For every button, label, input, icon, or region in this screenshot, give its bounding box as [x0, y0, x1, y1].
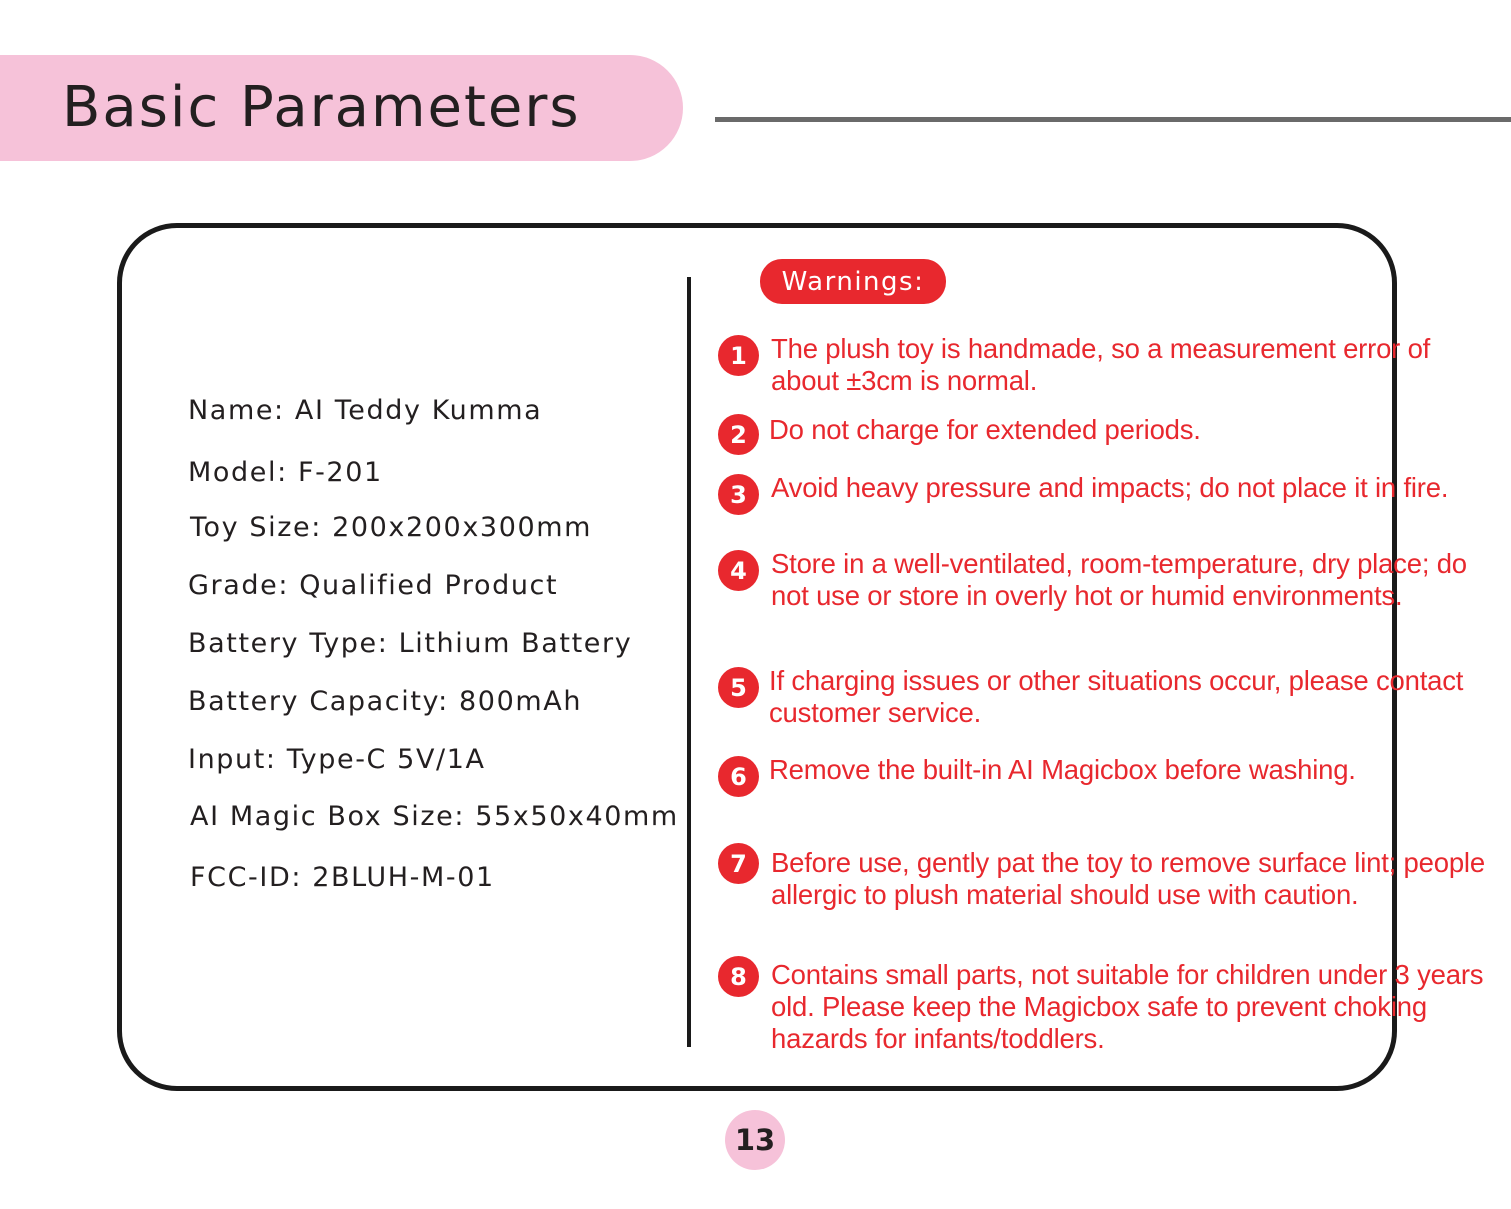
header-rule	[715, 117, 1511, 122]
warning-number: 5	[718, 667, 759, 708]
warning-text: Before use, gently pat the toy to remove surface lint; people allergic to plush material should use with caution.	[771, 847, 1485, 910]
param-input: Input: Type-C 5V/1A	[188, 744, 486, 775]
page-title: Basic Parameters	[62, 75, 581, 140]
param-grade: Grade: Qualified Product	[188, 570, 559, 601]
warning-number: 3	[718, 474, 759, 515]
param-fcc-id: FCC-ID: 2BLUH-M-01	[190, 862, 495, 893]
warning-number: 1	[718, 335, 759, 376]
param-magic-box-size: AI Magic Box Size: 55x50x40mm	[190, 801, 679, 832]
warning-text: Store in a well-ventilated, room-temperature, dry place; do not use or store in overly hot or humid environments.	[771, 548, 1467, 611]
warning-text: Avoid heavy pressure and impacts; do not place it in fire.	[771, 472, 1449, 503]
warning-number: 2	[718, 414, 759, 455]
warning-text: Remove the built-in AI Magicbox before washing.	[769, 754, 1356, 785]
warning-text: If charging issues or other situations occur, please contact customer service.	[769, 665, 1464, 728]
page-number: 13	[725, 1110, 785, 1170]
warning-text: Do not charge for extended periods.	[769, 414, 1201, 445]
warning-text: The plush toy is handmade, so a measurement error of about ±3cm is normal.	[771, 333, 1431, 396]
param-model: Model: F-201	[188, 457, 383, 488]
card-divider	[687, 277, 691, 1047]
param-battery-capacity: Battery Capacity: 800mAh	[188, 686, 583, 717]
warnings-badge: Warnings:	[760, 259, 946, 304]
warning-number: 7	[718, 843, 759, 884]
param-toy-size: Toy Size: 200x200x300mm	[190, 512, 593, 543]
warning-number: 8	[718, 956, 759, 997]
warning-text: Contains small parts, not suitable for children under 3 years old. Please keep the Magicbox safe to prevent choking hazards for infants/toddlers.	[771, 959, 1484, 1054]
warning-number: 6	[718, 756, 759, 797]
warning-number: 4	[718, 550, 759, 591]
param-battery-type: Battery Type: Lithium Battery	[188, 628, 633, 659]
param-name: Name: AI Teddy Kumma	[188, 395, 543, 426]
